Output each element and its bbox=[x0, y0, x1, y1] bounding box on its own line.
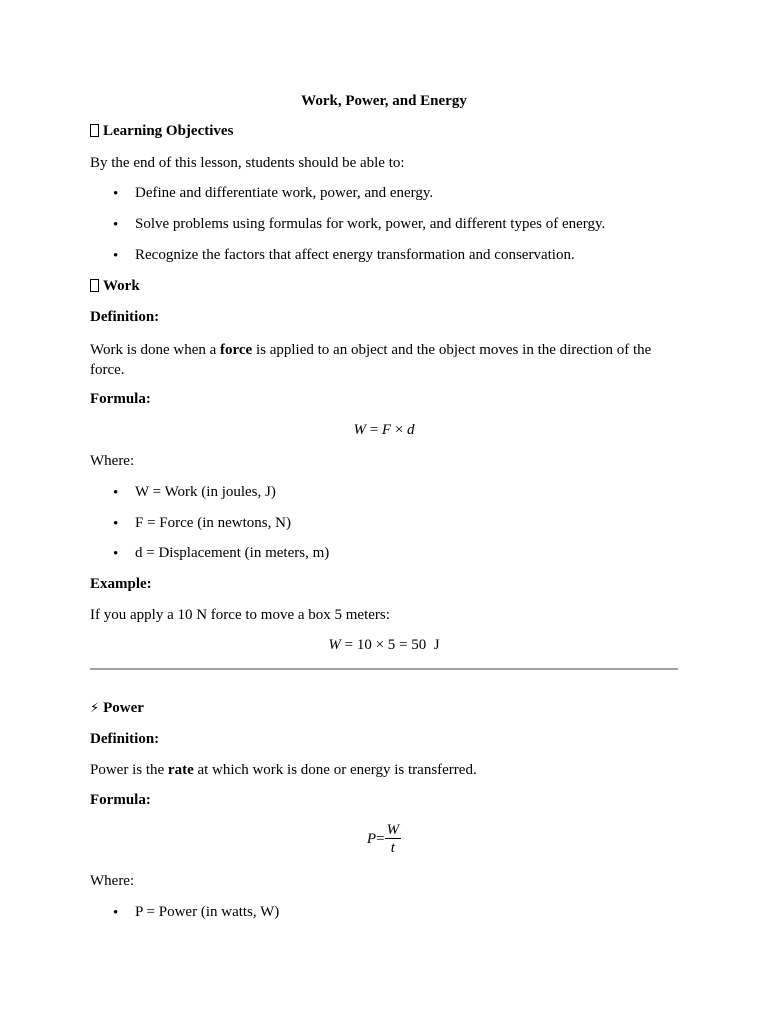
objectives-intro: By the end of this lesson, students should be able to: bbox=[90, 155, 405, 171]
power-heading-text: Power bbox=[103, 700, 144, 716]
list-item: Solve problems using formulas for work, power, and different types of energy. bbox=[135, 216, 606, 232]
bullet-icon: • bbox=[113, 546, 119, 562]
formula-symbol: F bbox=[381, 422, 392, 438]
document-title: Work, Power, and Energy bbox=[301, 93, 467, 109]
power-formula-label: Formula: bbox=[90, 792, 151, 808]
missing-glyph-icon bbox=[90, 124, 99, 137]
fraction-numerator: W bbox=[386, 822, 400, 838]
bullet-icon: • bbox=[113, 485, 119, 501]
missing-glyph-icon bbox=[90, 279, 99, 292]
fraction-denominator: t bbox=[390, 840, 395, 856]
list-item: P = Power (in watts, W) bbox=[135, 904, 280, 920]
power-definition-pre: Power is the bbox=[90, 762, 168, 778]
power-definition-post: at which work is done or energy is transferred. bbox=[193, 762, 477, 778]
objectives-heading-text: Learning Objectives bbox=[103, 123, 234, 139]
formula-operator: × bbox=[391, 422, 408, 438]
bullet-icon: • bbox=[113, 516, 119, 532]
work-heading-text: Work bbox=[103, 278, 140, 294]
objectives-heading bbox=[90, 123, 233, 140]
lightning-icon: ⚡ bbox=[90, 701, 100, 716]
work-definition bbox=[90, 340, 678, 380]
work-example-label: Example: bbox=[90, 576, 152, 592]
bullet-icon: • bbox=[113, 905, 119, 921]
power-heading bbox=[90, 700, 144, 717]
work-definition-bold: force bbox=[220, 342, 253, 358]
work-where-label: Where: bbox=[90, 453, 135, 469]
list-item: W = Work (in joules, J) bbox=[135, 484, 276, 500]
work-definition-post: is applied to an object and the object moves in the direction of the force. bbox=[90, 342, 652, 378]
formula-operator: = bbox=[376, 830, 385, 847]
formula-symbol: W bbox=[353, 422, 366, 438]
power-formula bbox=[90, 822, 678, 857]
formula-operator: = bbox=[365, 422, 382, 438]
power-definition-label: Definition: bbox=[90, 731, 160, 747]
power-definition bbox=[90, 762, 477, 779]
list-item: Recognize the factors that affect energy transformation and conservation. bbox=[135, 247, 575, 263]
work-definition-pre: Work is done when a bbox=[90, 342, 221, 358]
list-item: Define and differentiate work, power, and energy. bbox=[135, 185, 434, 201]
work-definition-label: Definition: bbox=[90, 309, 160, 325]
bullet-icon: • bbox=[113, 186, 119, 202]
power-definition-bold: rate bbox=[167, 762, 194, 778]
bullet-icon: • bbox=[113, 248, 119, 264]
work-formula-label: Formula: bbox=[90, 391, 151, 407]
formula-expression: = 10 × 5 = 50 J bbox=[340, 637, 440, 653]
formula-fraction bbox=[385, 822, 402, 857]
horizontal-divider bbox=[90, 668, 678, 670]
work-example-text: If you apply a 10 N force to move a box 5 meters: bbox=[90, 607, 390, 623]
work-heading bbox=[90, 278, 140, 295]
formula-symbol: P bbox=[366, 830, 377, 847]
list-item: F = Force (in newtons, N) bbox=[135, 515, 291, 531]
formula-symbol: W bbox=[328, 637, 341, 653]
work-formula bbox=[90, 422, 678, 439]
work-example-formula bbox=[90, 637, 678, 654]
power-where-label: Where: bbox=[90, 873, 135, 889]
formula-symbol: d bbox=[407, 422, 415, 438]
list-item: d = Displacement (in meters, m) bbox=[135, 545, 330, 561]
bullet-icon: • bbox=[113, 217, 119, 233]
